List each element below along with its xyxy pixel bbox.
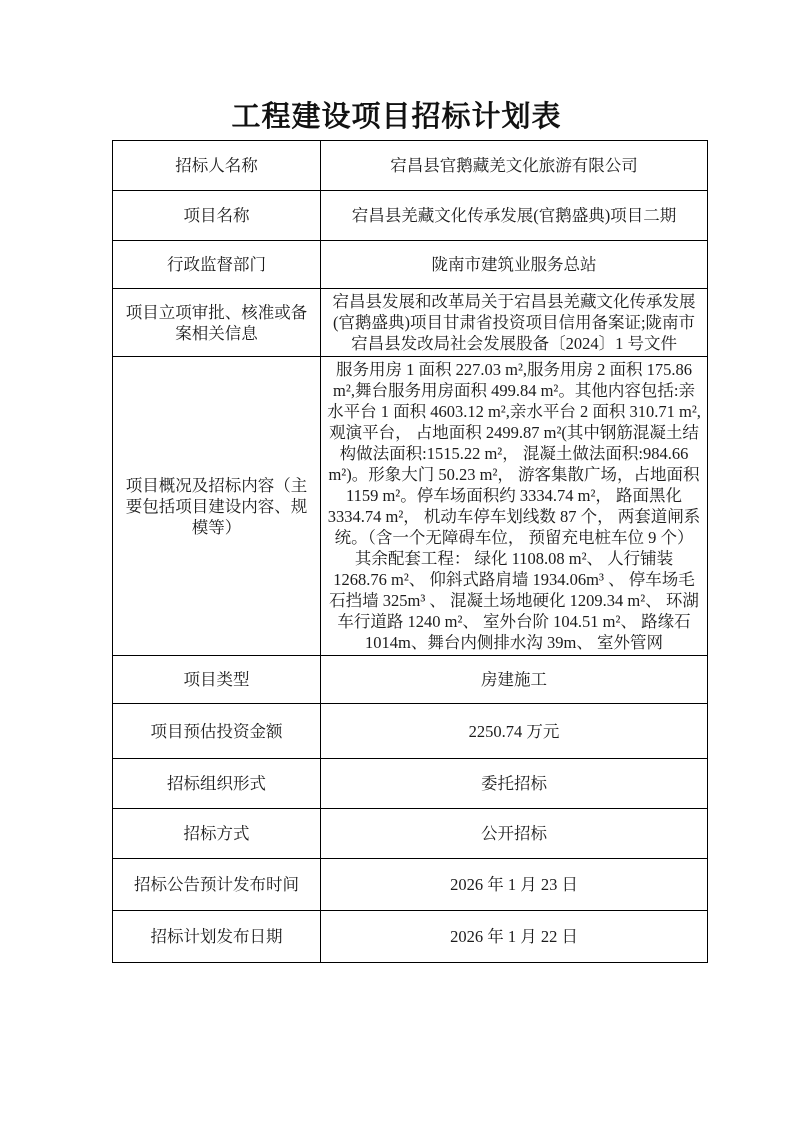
table-row-organization-form — [113, 759, 708, 809]
row-value: 服务用房 1 面积 227.03 m²,服务用房 2 面积 175.86 m²,舞台服务用房面积 499.84 m²。其他内容包括:亲水平台 1 面积 4603.12 m²,亲水平台 2 面积 310.71 m²,观演平台， 占地面积 2499.87 m²(其中钢筋混凝土结构做法面积:1515.22 m²， 混凝土做法面积:984.66 m²)。形象大门 50.23 m²， 游客集散广场，占地面积 1159 m²。停车场面积约 3334.74 m²， 路面黑化 3334.74 m²， 机动车停车划线数 87 个， 两套道闸系统。（含一个无障碍车位， 预留充电桩车位 9 个）其余配套工程： 绿化 1108.08 m²、 人行铺装 1268.76 m²、 仰斜式路肩墙 1934.06m³ 、 停车场毛石挡墙 325m³ 、 混凝土场地硬化 1209.34 m²、 环湖车行道路 1240 m²、 室外台阶 104.51 m²、 路缘石 1014m、舞台内侧排水沟 39m、 室外管网 — [321, 357, 708, 656]
table-row-project-name — [113, 191, 708, 241]
row-value: 陇南市建筑业服务总站 — [321, 241, 708, 289]
table-row-approval-info — [113, 289, 708, 357]
table-row-bidder-name — [113, 141, 708, 191]
row-label: 招标计划发布日期 — [113, 911, 321, 963]
table-row-project-overview — [113, 357, 708, 656]
row-label: 招标人名称 — [113, 141, 321, 191]
row-value: 宕昌县发展和改革局关于宕昌县羌藏文化传承发展(官鹅盛典)项目甘肃省投资项目信用备案证;陇南市宕昌县发改局社会发展股备〔2024〕1 号文件 — [321, 289, 708, 357]
page-title: 工程建设项目招标计划表 — [231, 101, 562, 133]
table-row-plan-release-date — [113, 911, 708, 963]
row-label: 项目预估投资金额 — [113, 704, 321, 759]
row-value: 2026 年 1 月 22 日 — [321, 911, 708, 963]
row-value: 宕昌县羌藏文化传承发展(官鹅盛典)项目二期 — [321, 191, 708, 241]
table-row-announcement-date — [113, 859, 708, 911]
row-value: 公开招标 — [321, 809, 708, 859]
row-label: 招标公告预计发布时间 — [113, 859, 321, 911]
row-value: 宕昌县官鹅藏羌文化旅游有限公司 — [321, 141, 708, 191]
row-label: 项目立项审批、核准或备案相关信息 — [113, 289, 321, 357]
row-label: 项目类型 — [113, 656, 321, 704]
bidding-plan-table — [112, 140, 708, 963]
row-value: 房建施工 — [321, 656, 708, 704]
row-label: 招标方式 — [113, 809, 321, 859]
table-row-project-type — [113, 656, 708, 704]
table-body — [113, 141, 708, 963]
row-label: 项目名称 — [113, 191, 321, 241]
row-label: 项目概况及招标内容（主要包括项目建设内容、规模等） — [113, 357, 321, 656]
row-label: 行政监督部门 — [113, 241, 321, 289]
row-label: 招标组织形式 — [113, 759, 321, 809]
row-value: 委托招标 — [321, 759, 708, 809]
row-value: 2250.74 万元 — [321, 704, 708, 759]
table-row-bidding-method — [113, 809, 708, 859]
table-row-estimated-investment — [113, 704, 708, 759]
table-row-supervision-department — [113, 241, 708, 289]
row-value: 2026 年 1 月 23 日 — [321, 859, 708, 911]
